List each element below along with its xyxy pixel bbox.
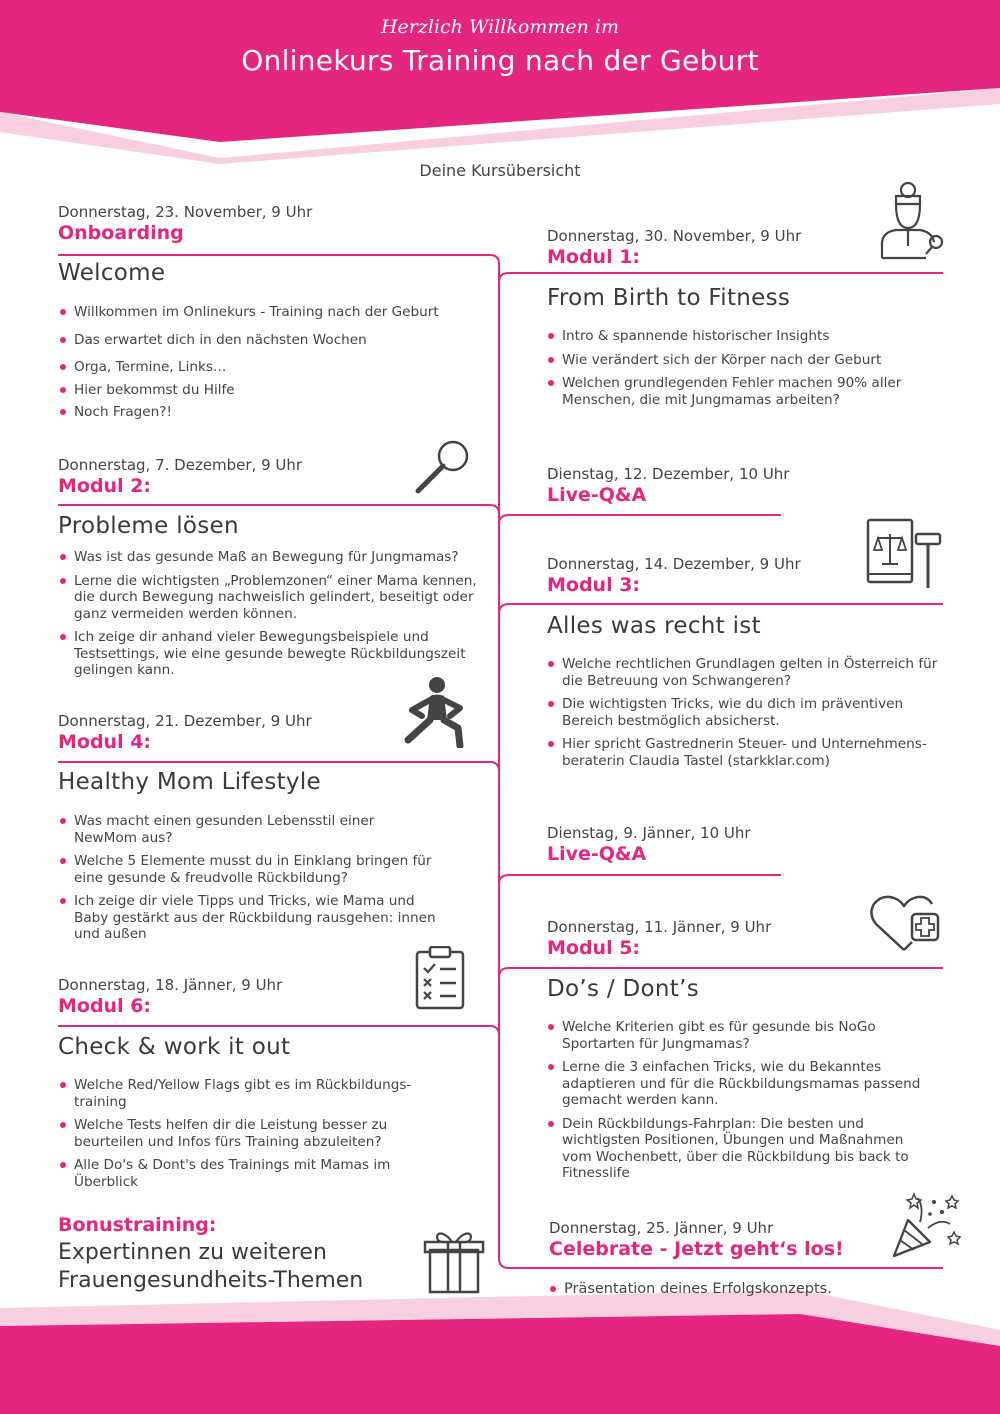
modul2-title: Probleme lösen [58,513,239,539]
modul3-date: Donnerstag, 14. Dezember, 9 Uhr [547,555,801,573]
modul4-title: Healthy Mom Lifestyle [58,769,321,795]
modul6-label: Modul 6: [58,995,152,1017]
list-item: Wie verändert sich der Körper nach der Geburt [548,352,940,369]
list-item: Ich zeige dir viele Tipps und Tricks, wie Mama und Baby gestärkt aus der Rückbildung rausgehen: innen und außen [60,893,440,943]
modul5-date: Donnerstag, 11. Jänner, 9 Uhr [547,918,772,936]
celebrate-list [550,1281,940,1305]
modul3-title: Alles was recht ist [547,613,761,639]
list-item: Hier bekommst du Hilfe [60,382,480,399]
overview-title: Deine Kursübersicht [419,161,581,180]
list-item: Dein Rückbildungs-Fahrplan: Die besten und wichtigsten Positionen, Übungen und Maßnahmen vom Wochenbett, über die Rückbildung bis back to Fitnesslife [548,1116,928,1182]
list-item: Welche Tests helfen dir die Leistung besser zu beurteilen und Infos fürs Training abzuleiten? [60,1117,440,1150]
gift-icon [422,1228,486,1294]
list-item: Noch Fragen?! [60,404,480,421]
header-greeting: Herzlich Willkommen im [380,16,619,38]
list-item: Das erwartet dich in den nächsten Wochen [60,332,480,349]
modul4-label: Modul 4: [58,731,152,753]
list-item: Welche rechtlichen Grundlagen gelten in Österreich für die Betreuung von Schwangeren? [548,656,940,689]
list-item: Intro & spannende historischer Insights [548,328,940,345]
party-popper-icon [890,1188,962,1260]
celebrate-date: Donnerstag, 25. Jänner, 9 Uhr [549,1219,774,1237]
onboarding-title: Welcome [58,260,166,286]
qa2-date: Dienstag, 9. Jänner, 10 Uhr [547,824,751,842]
onboarding-list [60,304,480,428]
list-item: Hier spricht Gastrednerin Steuer- und Unternehmens-beraterin Claudia Tastel (starkklar.com) [548,736,940,769]
list-item: Was macht einen gesunden Lebensstil einer NewMom aus? [60,813,440,846]
qa2-label: Live-Q&A [547,843,647,865]
heart-medical-icon [868,892,944,954]
modul5-label: Modul 5: [547,937,641,959]
bonus-label: Bonustraining: [58,1214,217,1236]
list-item: Die wichtigsten Tricks, wie du dich im präventiven Bereich bestmöglich absicherst. [548,696,940,729]
law-book-gavel-icon [864,516,944,592]
modul4-list [60,813,440,950]
bonus-title-line2: Frauengesundheits-Themen [58,1268,364,1293]
modul1-title: From Birth to Fitness [547,285,791,311]
modul2-label: Modul 2: [58,475,152,497]
qa1-date: Dienstag, 12. Dezember, 10 Uhr [547,465,790,483]
modul2-list [60,549,480,686]
list-item: Präsentation deines Erfolgskonzepts. [550,1281,940,1298]
list-item: Welche 5 Elemente musst du in Einklang bringen für eine gesunde & freudvolle Rückbildung? [60,853,440,886]
modul6-list [60,1077,440,1197]
modul6-title: Check & work it out [58,1034,291,1060]
header-title: Onlinekurs Training nach der Geburt [241,44,759,77]
onboarding-date: Donnerstag, 23. November, 9 Uhr [58,203,313,221]
onboarding-label: Onboarding [58,222,184,244]
list-item: Welchen grundlegenden Fehler machen 90% aller Menschen, die mit Jungmamas arbeiten? [548,375,940,408]
nurse-icon [878,180,946,260]
list-item: Willkommen im Onlinekurs - Training nach der Geburt [60,304,480,321]
modul6-date: Donnerstag, 18. Jänner, 9 Uhr [58,976,283,994]
modul2-date: Donnerstag, 7. Dezember, 9 Uhr [58,456,303,474]
list-item: Ich zeige dir anhand vieler Bewegungsbeispiele und Testsettings, wie eine gesunde bewegte Rückbildungszeit gelingen kann. [60,629,480,679]
modul5-title: Do’s / Dont’s [547,976,700,1002]
list-item: Was ist das gesunde Maß an Bewegung für Jungmamas? [60,549,480,566]
list-item: Lerne die 3 einfachen Tricks, wie du Bekanntes adaptieren und für die Rückbildungsmamas passend gemacht werden kann. [548,1059,928,1109]
footer-band [0,1314,1000,1414]
modul4-date: Donnerstag, 21. Dezember, 9 Uhr [58,712,312,730]
exercise-person-icon [400,676,470,748]
list-item: Orga, Termine, Links… [60,359,480,376]
bonus-title-line1: Expertinnen zu weiteren [58,1240,327,1265]
modul1-date: Donnerstag, 30. November, 9 Uhr [547,227,802,245]
checklist-icon [414,946,466,1010]
magnifier-icon [412,438,472,496]
modul5-list [548,1019,928,1189]
modul1-label: Modul 1: [547,246,641,268]
celebrate-label: Celebrate - Jetzt geht‘s los! [549,1238,844,1260]
list-item: Welche Kriterien gibt es für gesunde bis NoGo Sportarten für Jungmamas? [548,1019,928,1052]
modul1-list [548,328,940,415]
list-item: Welche Red/Yellow Flags gibt es im Rückbildungs-training [60,1077,440,1110]
qa1-label: Live-Q&A [547,484,647,506]
list-item: Lerne die wichtigsten „Problemzonen“ einer Mama kennen, die durch Bewegung nachweislich gelindert, beseitigt oder ganz vermeiden werden können. [60,573,480,623]
list-item: Alle Do's & Dont's des Trainings mit Mamas im Überblick [60,1157,440,1190]
modul3-list [548,656,940,776]
modul3-label: Modul 3: [547,574,641,596]
